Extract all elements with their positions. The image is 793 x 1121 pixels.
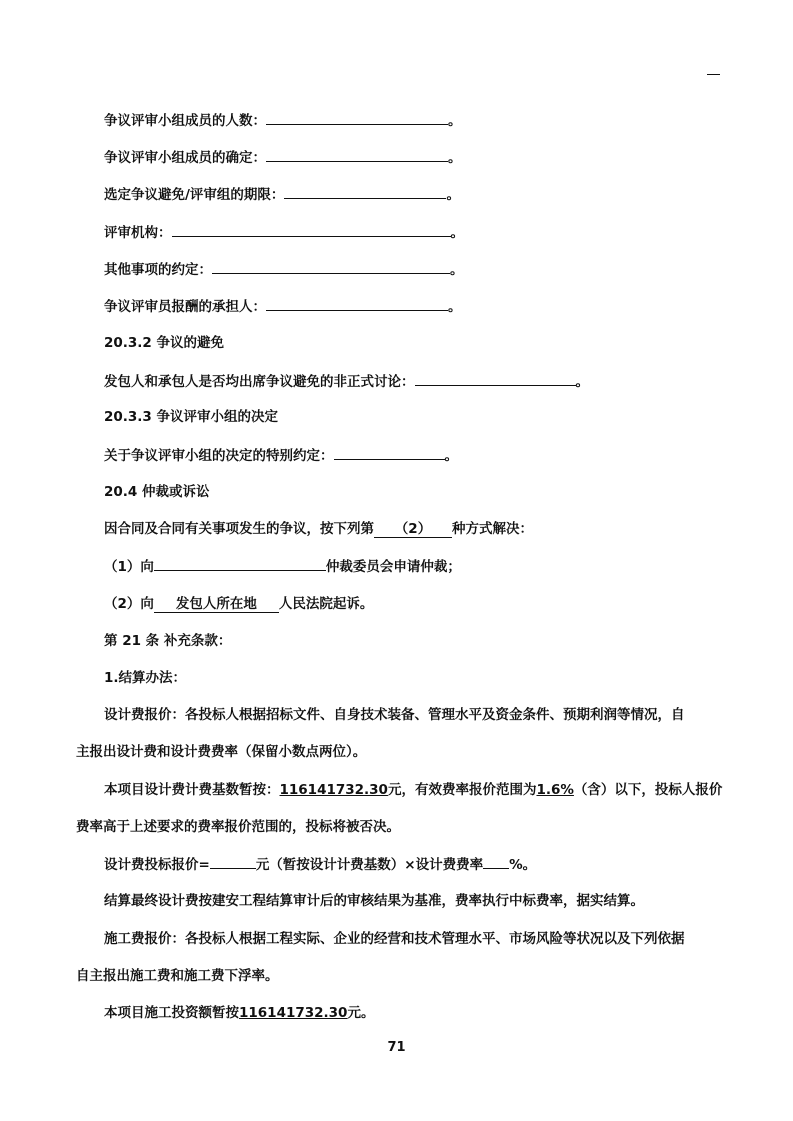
blank-field[interactable] (154, 556, 326, 571)
blank-field[interactable] (266, 147, 448, 162)
paragraph-construction-fee-line2: 自主报出施工费和施工费下浮率。 (76, 968, 279, 984)
method-choice-field[interactable]: （2） (374, 521, 452, 538)
blank-field[interactable] (266, 296, 448, 311)
paragraph-design-fee-line2: 主报出设计费和设计费费率（保留小数点两位）。 (76, 744, 367, 760)
court-location-field[interactable]: 发包人所在地 (154, 596, 279, 613)
blank-field[interactable] (334, 445, 445, 460)
line-panel-members-determination: 争议评审小组成员的确定： 。 (104, 147, 462, 168)
bid-rate-field[interactable] (483, 854, 509, 869)
heading-article-21: 第 21 条 补充条款： (104, 633, 232, 649)
line-fee-bearer: 争议评审员报酬的承担人： 。 (104, 296, 462, 317)
line-litigation: （2）向 发包人所在地 人民法院起诉。 (104, 596, 374, 612)
line-special-agreement: 关于争议评审小组的决定的特别约定： 。 (104, 445, 458, 466)
construction-amount: 116141732.30 (239, 1005, 348, 1021)
blank-field[interactable] (212, 259, 450, 274)
blank-field[interactable] (266, 110, 448, 125)
bid-amount-field[interactable] (210, 854, 256, 869)
line-review-body: 评审机构： 。 (104, 222, 464, 243)
paragraph-construction-fee-line1: 施工费报价：各投标人根据工程实际、企业的经营和技术管理水平、市场风险等状况以及下列依据 (104, 931, 685, 947)
line-dispute-method: 因合同及合同有关事项发生的争议，按下列第 （2） 种方式解决： (104, 521, 533, 537)
heading-settlement: 1.结算办法： (104, 670, 187, 686)
blank-field[interactable] (172, 222, 451, 237)
paragraph-fee-base-line1: 本项目设计费计费基数暂按：116141732.30元，有效费率报价范围为1.6%（含）以下，投标人报价 (104, 782, 723, 798)
line-panel-members-count: 争议评审小组成员的人数： 。 (104, 110, 462, 131)
fee-base-amount: 116141732.30 (279, 782, 388, 798)
line-bid-formula: 设计费投标报价= 元（暂按设计计费基数）×设计费费率 %。 (104, 854, 536, 875)
heading-20-3-2: 20.3.2 争议的避免 (104, 335, 225, 351)
line-panel-period: 选定争议避免/评审组的期限： 。 (104, 184, 460, 205)
heading-20-4: 20.4 仲裁或诉讼 (104, 484, 210, 500)
paragraph-design-fee-line1: 设计费报价：各投标人根据招标文件、自身技术装备、管理水平及资金条件、预期利润等情况，自 (104, 707, 685, 723)
blank-field[interactable] (415, 371, 576, 386)
heading-20-3-3: 20.3.3 争议评审小组的决定 (104, 409, 279, 425)
line-avoidance-discussion: 发包人和承包人是否均出席争议避免的非正式讨论： 。 (104, 371, 589, 392)
line-construction-investment: 本项目施工投资额暂按116141732.30元。 (104, 1005, 375, 1021)
paragraph-fee-base-line2: 费率高于上述要求的费率报价范围的，投标将被否决。 (76, 819, 400, 835)
fee-rate: 1.6% (536, 782, 574, 798)
header-dash (707, 74, 720, 75)
paragraph-final-settlement: 结算最终设计费按建安工程结算审计后的审核结果为基准，费率执行中标费率，据实结算。 (104, 893, 644, 909)
line-other-matters: 其他事项的约定： 。 (104, 259, 464, 280)
blank-field[interactable] (284, 184, 446, 199)
page-number: 71 (387, 1040, 406, 1055)
line-arbitration: （1）向 仲裁委员会申请仲裁； (104, 556, 461, 577)
